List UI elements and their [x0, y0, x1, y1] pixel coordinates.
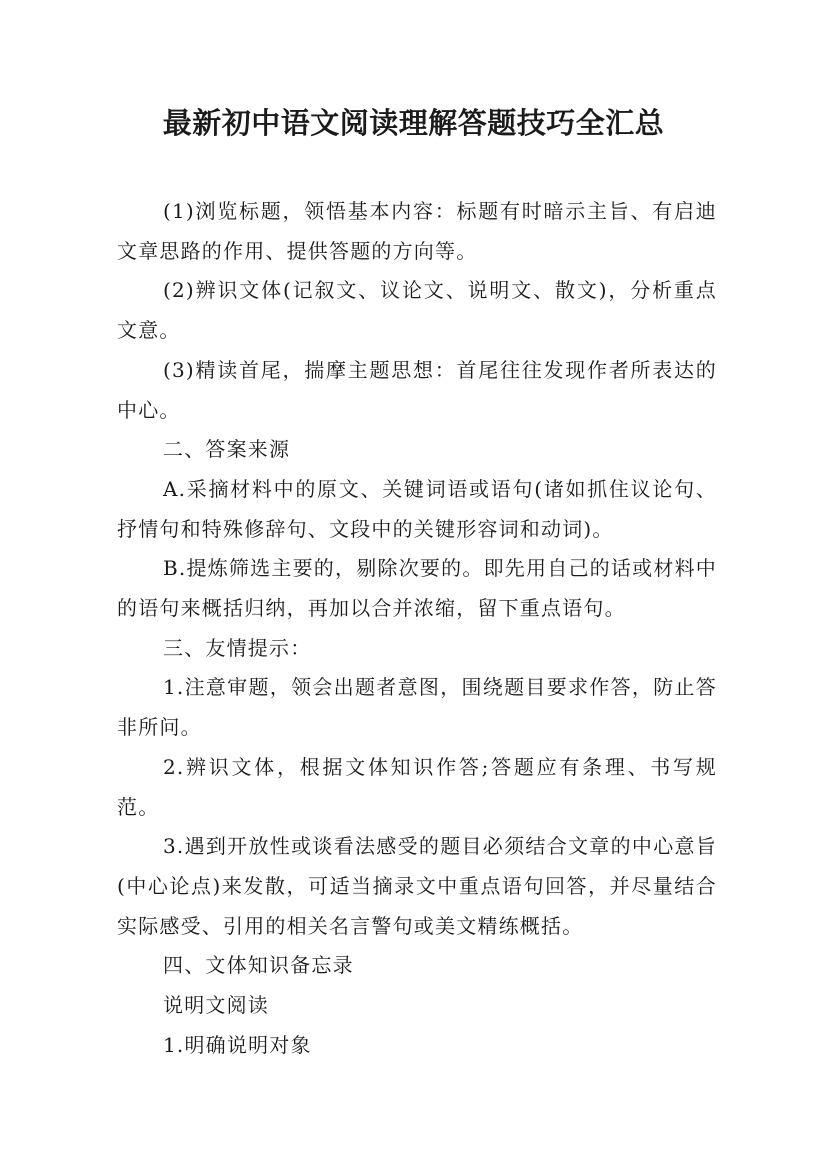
document-title: 最新初中语文阅读理解答题技巧全汇总	[162, 106, 665, 140]
subheading-expository-reading: 说明文阅读	[163, 993, 269, 1018]
paragraph-browse-title: (1)浏览标题，领悟基本内容：标题有时暗示主旨、有启迪文章思路的作用、提供答题的方向等。	[117, 199, 717, 263]
paragraph-tip-3: 3.遇到开放性或谈看法感受的题目必须结合文章的中心意旨(中心论点)来发散，可适当摘录文中重点语句回答，并尽量结合实际感受、引用的相关名言警句或美文精练概括。	[117, 834, 717, 938]
paragraph-tip-1: 1.注意审题，领会出题者意图，围绕题目要求作答，防止答非所问。	[117, 675, 717, 740]
paragraph-tip-2: 2.辨识文体，根据文体知识作答;答题应有条理、书写规范。	[117, 754, 717, 819]
section-heading-genre-notes: 四、文体知识备忘录	[163, 953, 354, 978]
document-body	[117, 192, 717, 1065]
section-heading-tips: 三、友情提示：	[163, 635, 312, 660]
paragraph-clarify-object: 1.明确说明对象	[163, 1032, 312, 1057]
paragraph-item-a: A.采摘材料中的原文、关键词语或语句(诸如抓住议论句、抒情句和特殊修辞句、文段中的关键形容词和动词)。	[117, 476, 717, 541]
paragraph-identify-genre: (2)辨识文体(记叙文、议论文、说明文、散文)，分析重点文意。	[117, 278, 717, 343]
section-heading-answer-source: 二、答案来源	[163, 437, 291, 462]
paragraph-read-head-tail: (3)精读首尾，揣摩主题思想：首尾往往发现作者所表达的中心。	[117, 357, 717, 422]
paragraph-item-b: B.提炼筛选主要的，剔除次要的。即先用自己的话或材料中的语句来概括归纳，再加以合并浓缩，留下重点语句。	[117, 556, 717, 621]
